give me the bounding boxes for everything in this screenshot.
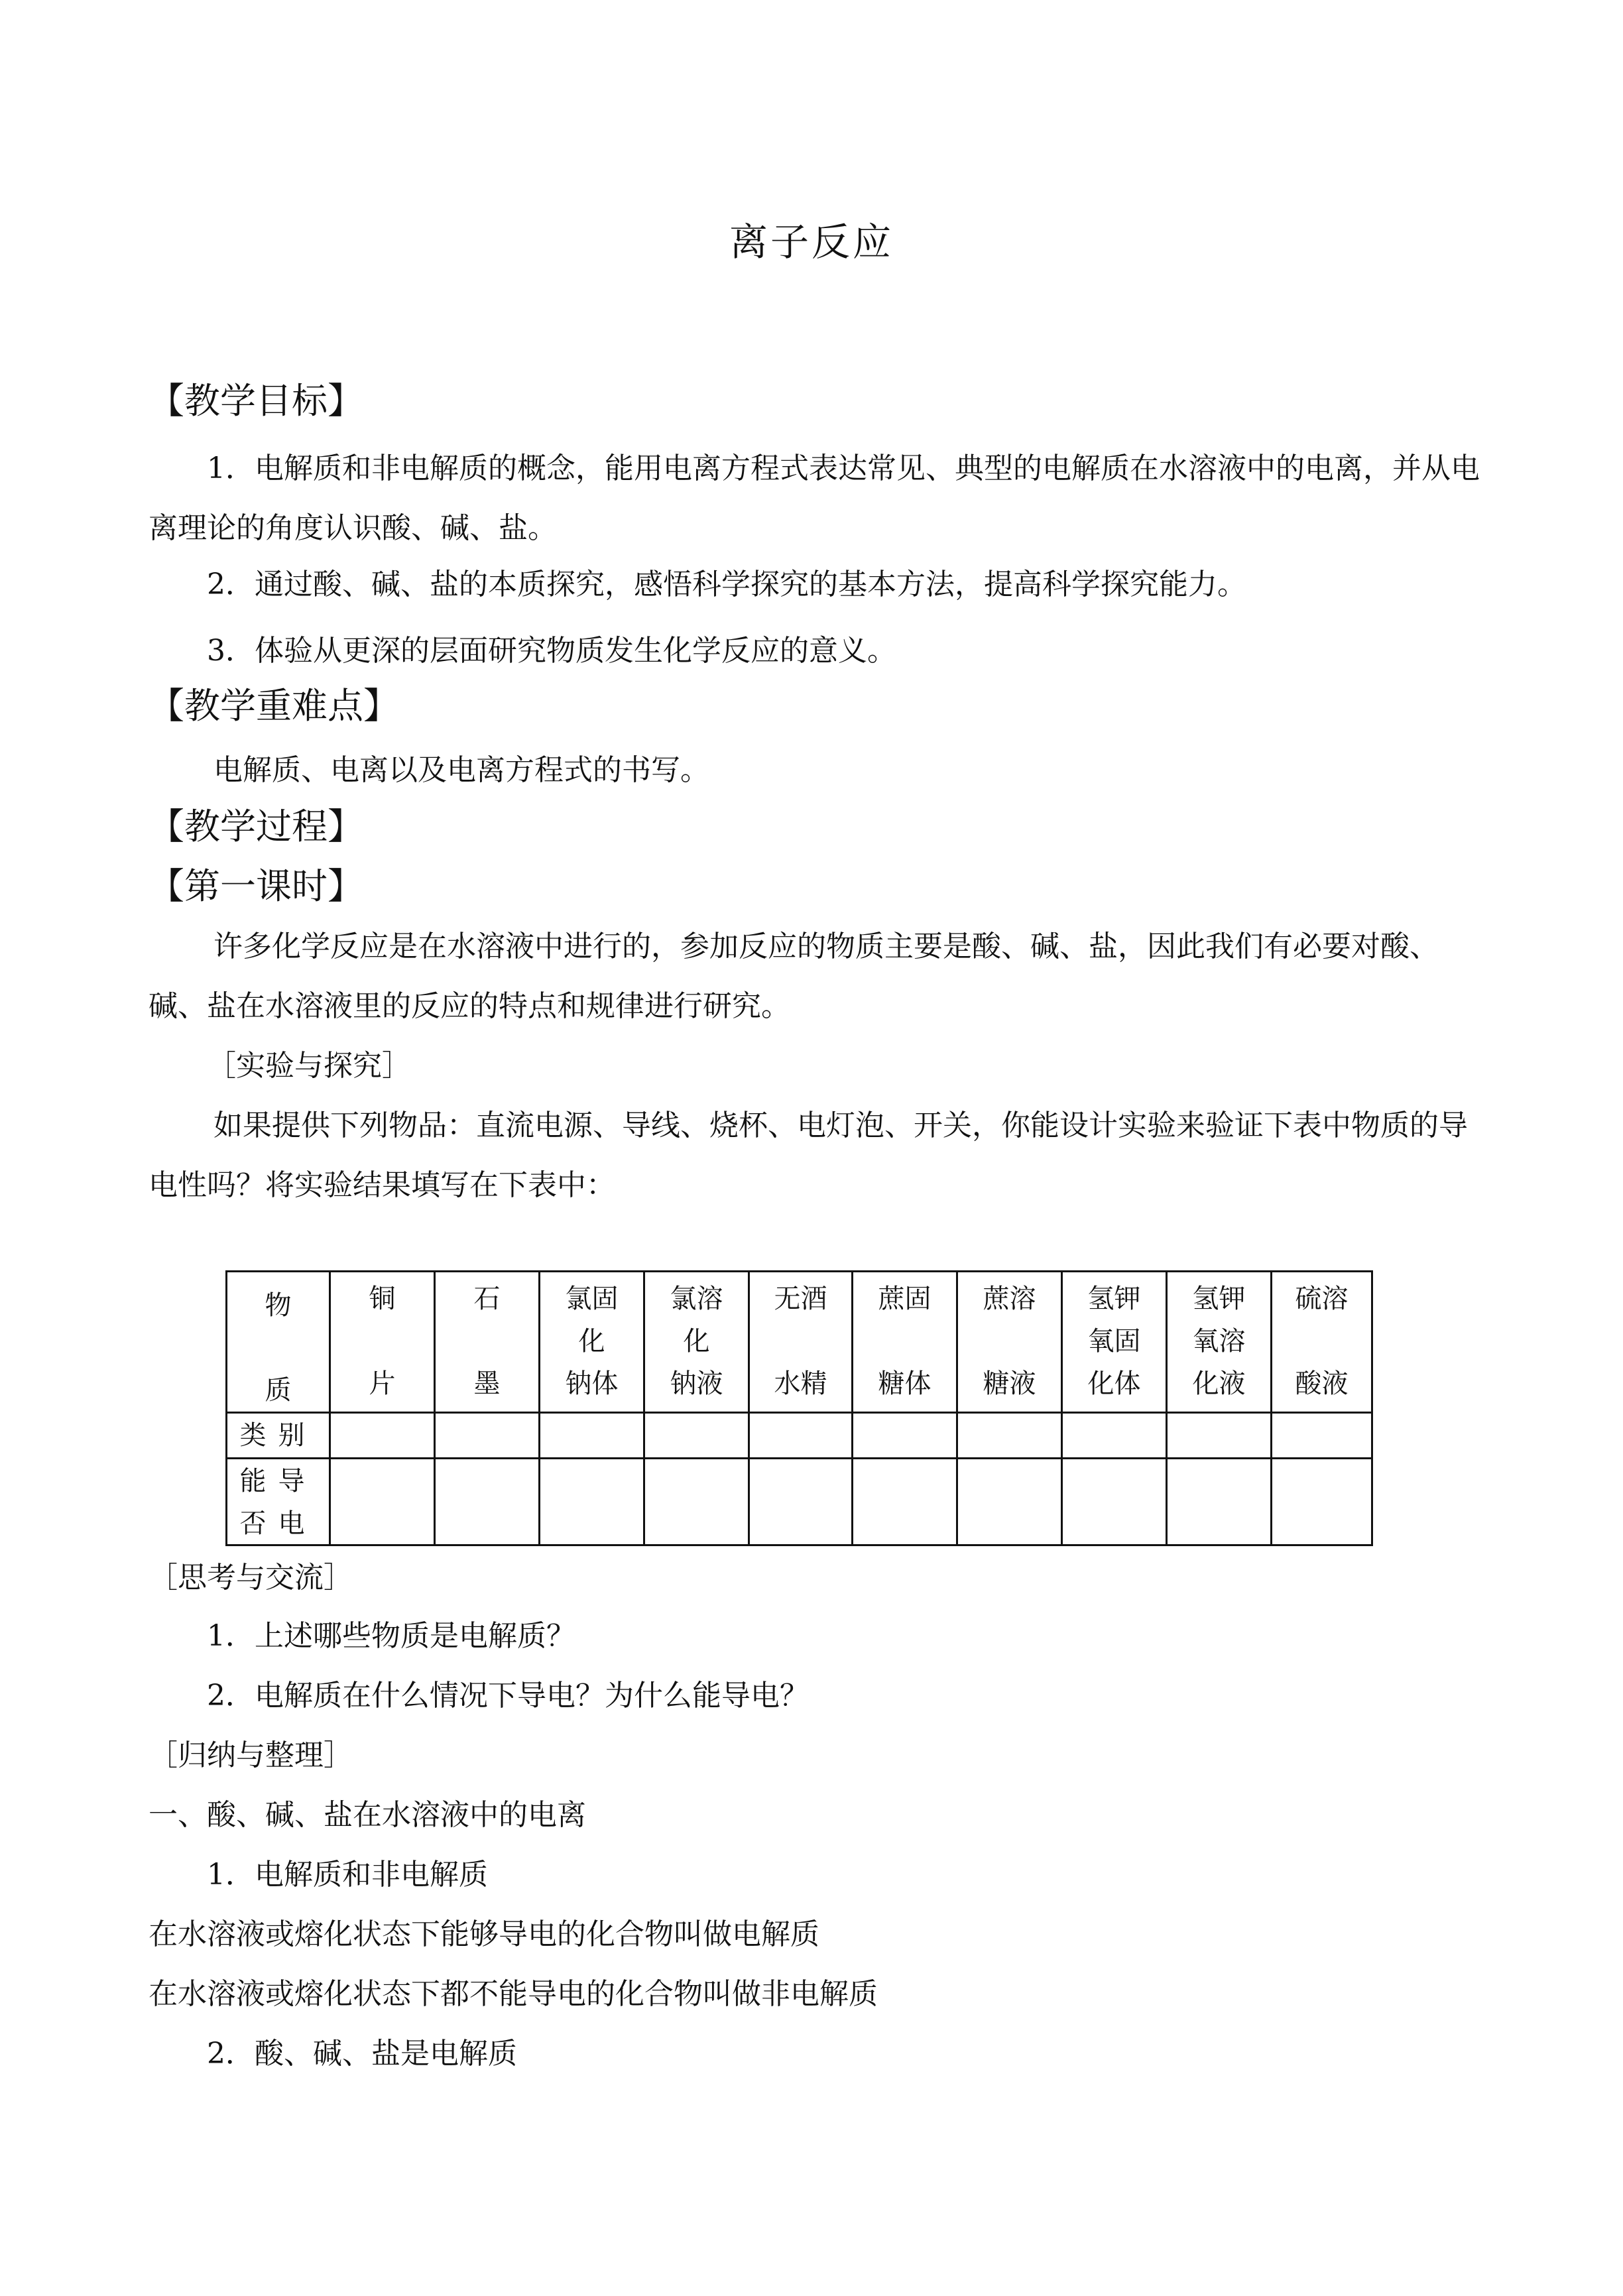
header-cell-koh-solid: 氢钾 氧固 化体 xyxy=(1062,1272,1167,1413)
objective-2: 2．通过酸、碱、盐的本质探究，感悟科学探究的基本方法，提高科学探究能力。 xyxy=(207,568,1246,601)
process-heading: 【教学过程】 xyxy=(149,806,363,847)
table-cell xyxy=(1167,1413,1272,1459)
table-row xyxy=(227,1459,1372,1545)
subheading-2: 2．酸、碱、盐是电解质 xyxy=(207,2037,517,2071)
lesson1-heading: 【第一课时】 xyxy=(149,865,363,907)
keypoints-text: 电解质、电离以及电离方程式的书写。 xyxy=(213,753,709,787)
summary-label: ［归纳与整理］ xyxy=(149,1738,353,1772)
header-cell-graphite: 石 墨 xyxy=(435,1272,540,1413)
experiment-paragraph: 如果提供下列物品：直流电源、导线、烧杯、电灯泡、开关，你能设计实验来验证下表中物质的导电性吗？将实验结果填写在下表中： xyxy=(149,1109,1468,1202)
objectives-heading: 【教学目标】 xyxy=(149,380,363,422)
table-row xyxy=(227,1413,1372,1459)
table-cell xyxy=(330,1413,435,1459)
table-cell xyxy=(1272,1413,1372,1459)
table-cell xyxy=(1062,1459,1167,1545)
keypoints-heading: 【教学重难点】 xyxy=(149,685,399,727)
table-cell xyxy=(435,1413,540,1459)
table-cell xyxy=(644,1459,749,1545)
conductivity-table xyxy=(225,1270,1373,1546)
table-cell xyxy=(435,1459,540,1545)
row-label-category: 类别 xyxy=(227,1413,330,1459)
table-header-row xyxy=(227,1272,1372,1413)
definition-electrolyte: 在水溶液或熔化状态下能够导电的化合物叫做电解质 xyxy=(149,1917,819,1951)
table-cell xyxy=(540,1413,644,1459)
table-cell xyxy=(644,1413,749,1459)
header-cell-koh-solution: 氢钾 氧溶 化液 xyxy=(1167,1272,1272,1413)
table-cell xyxy=(853,1413,957,1459)
table-cell xyxy=(330,1459,435,1545)
table-cell xyxy=(1062,1413,1167,1459)
header-cell-sulfuric-acid: 硫溶 酸液 xyxy=(1272,1272,1372,1413)
header-cell-ethanol: 无酒 水精 xyxy=(749,1272,853,1413)
header-cell-sucrose-solid: 蔗固 糖体 xyxy=(853,1272,957,1413)
subheading-1: 1．电解质和非电解质 xyxy=(207,1858,488,1892)
section-heading-1: 一、酸、碱、盐在水溶液中的电离 xyxy=(149,1798,586,1832)
intro-paragraph: 许多化学反应是在水溶液中进行的，参加反应的物质主要是酸、碱、盐，因此我们有必要对酸、碱、盐在水溶液里的反应的特点和规律进行研究。 xyxy=(149,930,1439,1023)
table-cell xyxy=(957,1459,1062,1545)
definition-non-electrolyte: 在水溶液或熔化状态下都不能导电的化合物叫做非电解质 xyxy=(149,1977,878,2011)
header-cell-sucrose-solution: 蔗溶 糖液 xyxy=(957,1272,1062,1413)
objective-3: 3．体验从更深的层面研究物质发生化学反应的意义。 xyxy=(207,634,896,668)
objective-1: 1．电解质和非电解质的概念，能用电离方程式表达常见、典型的电解质在水溶液中的电离，并从电离理论的角度认识酸、碱、盐。 xyxy=(149,452,1480,545)
discussion-question-2: 2．电解质在什么情况下导电？为什么能导电？ xyxy=(207,1679,809,1713)
discussion-label: ［思考与交流］ xyxy=(149,1561,353,1595)
table-cell xyxy=(957,1413,1062,1459)
table-cell xyxy=(1272,1459,1372,1545)
row-label-conductive: 能导 否电 xyxy=(227,1459,330,1545)
table-cell xyxy=(749,1459,853,1545)
discussion-question-1: 1．上述哪些物质是电解质？ xyxy=(207,1619,575,1653)
header-cell-copper: 铜 片 xyxy=(330,1272,435,1413)
header-cell-nacl-solid: 氯固 化 钠体 xyxy=(540,1272,644,1413)
header-cell-nacl-solution: 氯溶 化 钠液 xyxy=(644,1272,749,1413)
table-cell xyxy=(853,1459,957,1545)
page-title: 离子反应 xyxy=(729,219,894,265)
experiment-label: ［实验与探究］ xyxy=(207,1049,411,1083)
table-cell xyxy=(1167,1459,1272,1545)
table-cell xyxy=(749,1413,853,1459)
table-cell xyxy=(540,1459,644,1545)
header-cell-substance: 物 质 xyxy=(227,1272,330,1413)
